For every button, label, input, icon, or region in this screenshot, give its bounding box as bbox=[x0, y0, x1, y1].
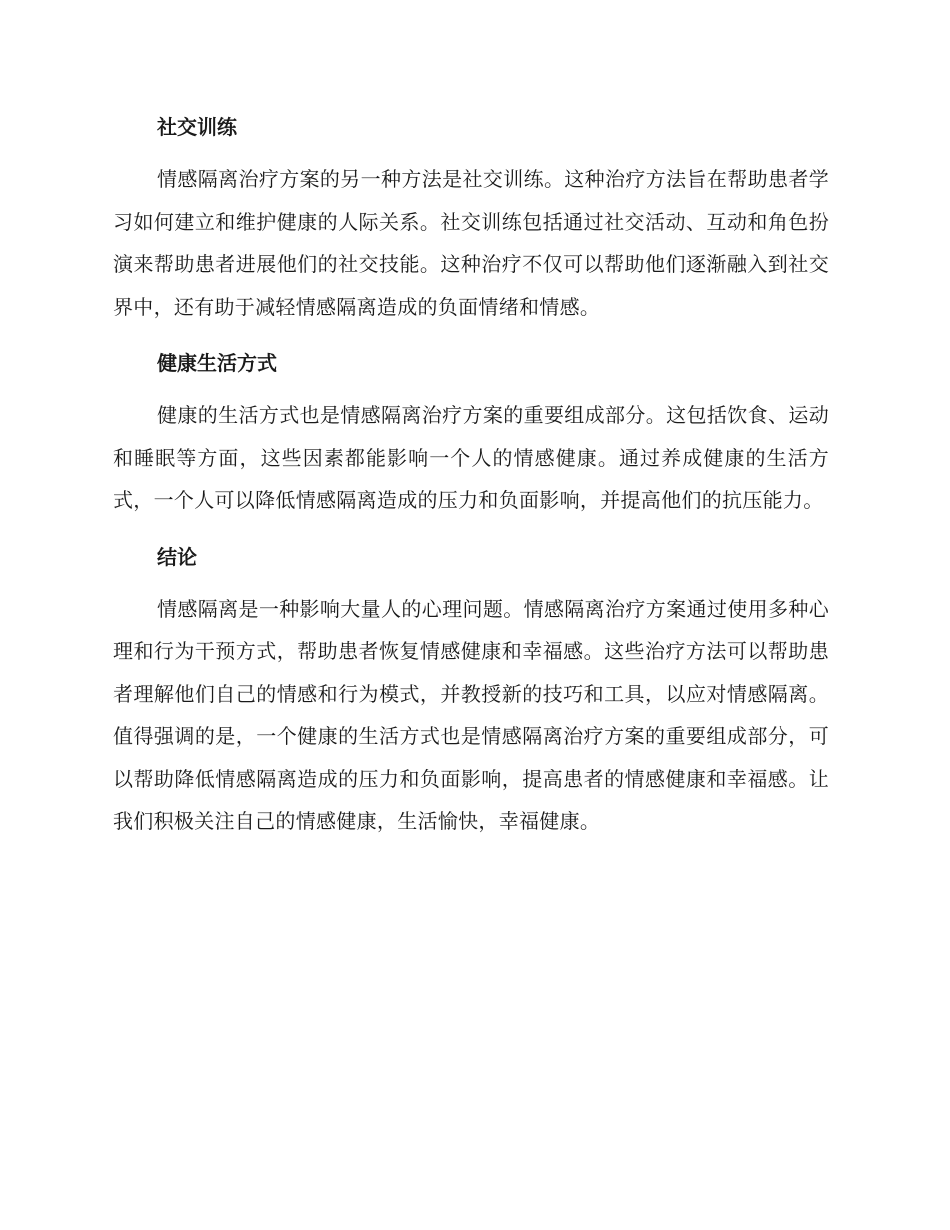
section-heading-healthy-lifestyle: 健康生活方式 bbox=[157, 351, 277, 375]
section-paragraph-conclusion: 情感隔离是一种影响大量人的心理问题。情感隔离治疗方案通过使用多种心理和行为干预方式，帮助患者恢复情感健康和幸福感。这些治疗方法可以帮助患者理解他们自己的情感和行为模式，并教授新的技巧和工具，以应对情感隔离。值得强调的是，一个健康的生活方式也是情感隔离治疗方案的重要组成部分，可以帮助降低情感隔离造成的压力和负面影响，提高患者的情感健康和幸福感。让我们积极关注自己的情感健康，生活愉快，幸福健康。 bbox=[113, 596, 829, 833]
section-heading-social-training: 社交训练 bbox=[157, 115, 237, 139]
section-paragraph-social-training: 情感隔离治疗方案的另一种方法是社交训练。这种治疗方法旨在帮助患者学习如何建立和维护健康的人际关系。社交训练包括通过社交活动、互动和角色扮演来帮助患者进展他们的社交技能。这种治疗不仅可以帮助他们逐渐融入到社交界中，还有助于减轻情感隔离造成的负面情绪和情感。 bbox=[113, 167, 829, 319]
section-paragraph-healthy-lifestyle: 健康的生活方式也是情感隔离治疗方案的重要组成部分。这包括饮食、运动和睡眠等方面，这些因素都能影响一个人的情感健康。通过养成健康的生活方式，一个人可以降低情感隔离造成的压力和负面影响，并提高他们的抗压能力。 bbox=[113, 403, 829, 512]
section-heading-conclusion: 结论 bbox=[157, 544, 197, 569]
document-body bbox=[113, 106, 829, 857]
